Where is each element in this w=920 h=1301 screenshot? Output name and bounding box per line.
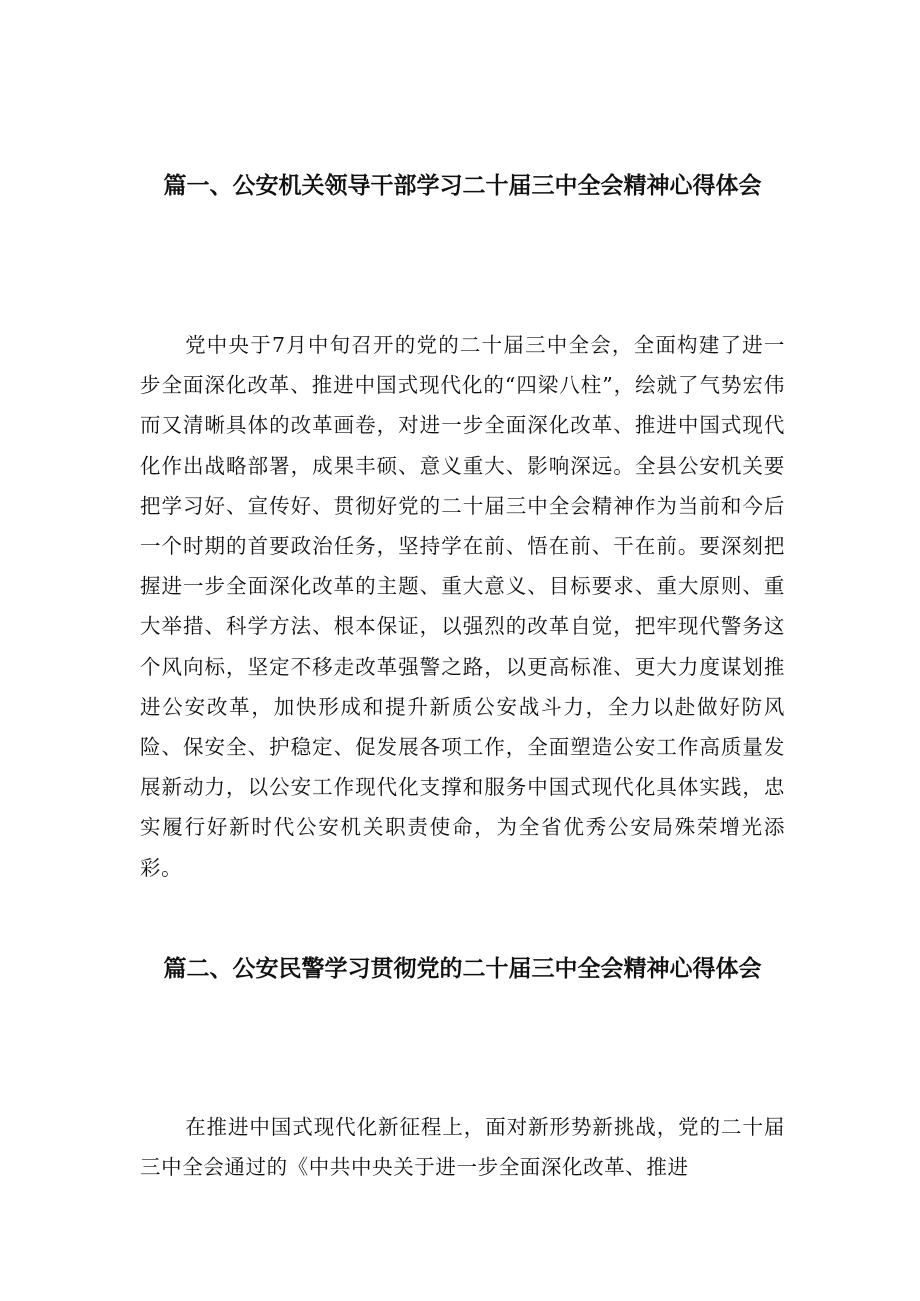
section-1-title: 篇一、公安机关领导干部学习二十届三中全会精神心得体会 [163, 173, 762, 199]
section-2-title: 篇二、公安民警学习贯彻党的二十届三中全会精神心得体会 [163, 956, 762, 982]
section-1-paragraph: 党中央于7月中旬召开的党的二十届三中全会，全面构建了进一步全面深化改革、推进中国式现代化的“四梁八柱”，绘就了气势宏伟而又清晰具体的改革画卷，对进一步全面深化改革、推进中国式现代化作出战略部署，成果丰硕、意义重大、影响深远。全县公安机关要把学习好、宣传好、贯彻好党的二十届三中全会精神作为当前和今后一个时期的首要政治任务，坚持学在前、悟在前、干在前。要深刻把握进一步全面深化改革的主题、重大意义、目标要求、重大原则、重大举措、科学方法、根本保证，以强烈的改革自觉，把牢现代警务这个风向标，坚定不移走改革强警之路，以更高标准、更大力度谋划推进公安改革，加快形成和提升新质公安战斗力，全力以赴做好防风险、保安全、护稳定、促发展各项工作，全面塑造公安工作高质量发展新动力，以公安工作现代化支撑和服务中国式现代化具体实践，忠实履行好新时代公安机关职责使命，为全省优秀公安局殊荣增光添彩。 [140, 333, 785, 880]
section-2-paragraph: 在推进中国式现代化新征程上，面对新形势新挑战，党的二十届三中全会通过的《中共中央关于进一步全面深化改革、推进 [140, 1115, 785, 1180]
